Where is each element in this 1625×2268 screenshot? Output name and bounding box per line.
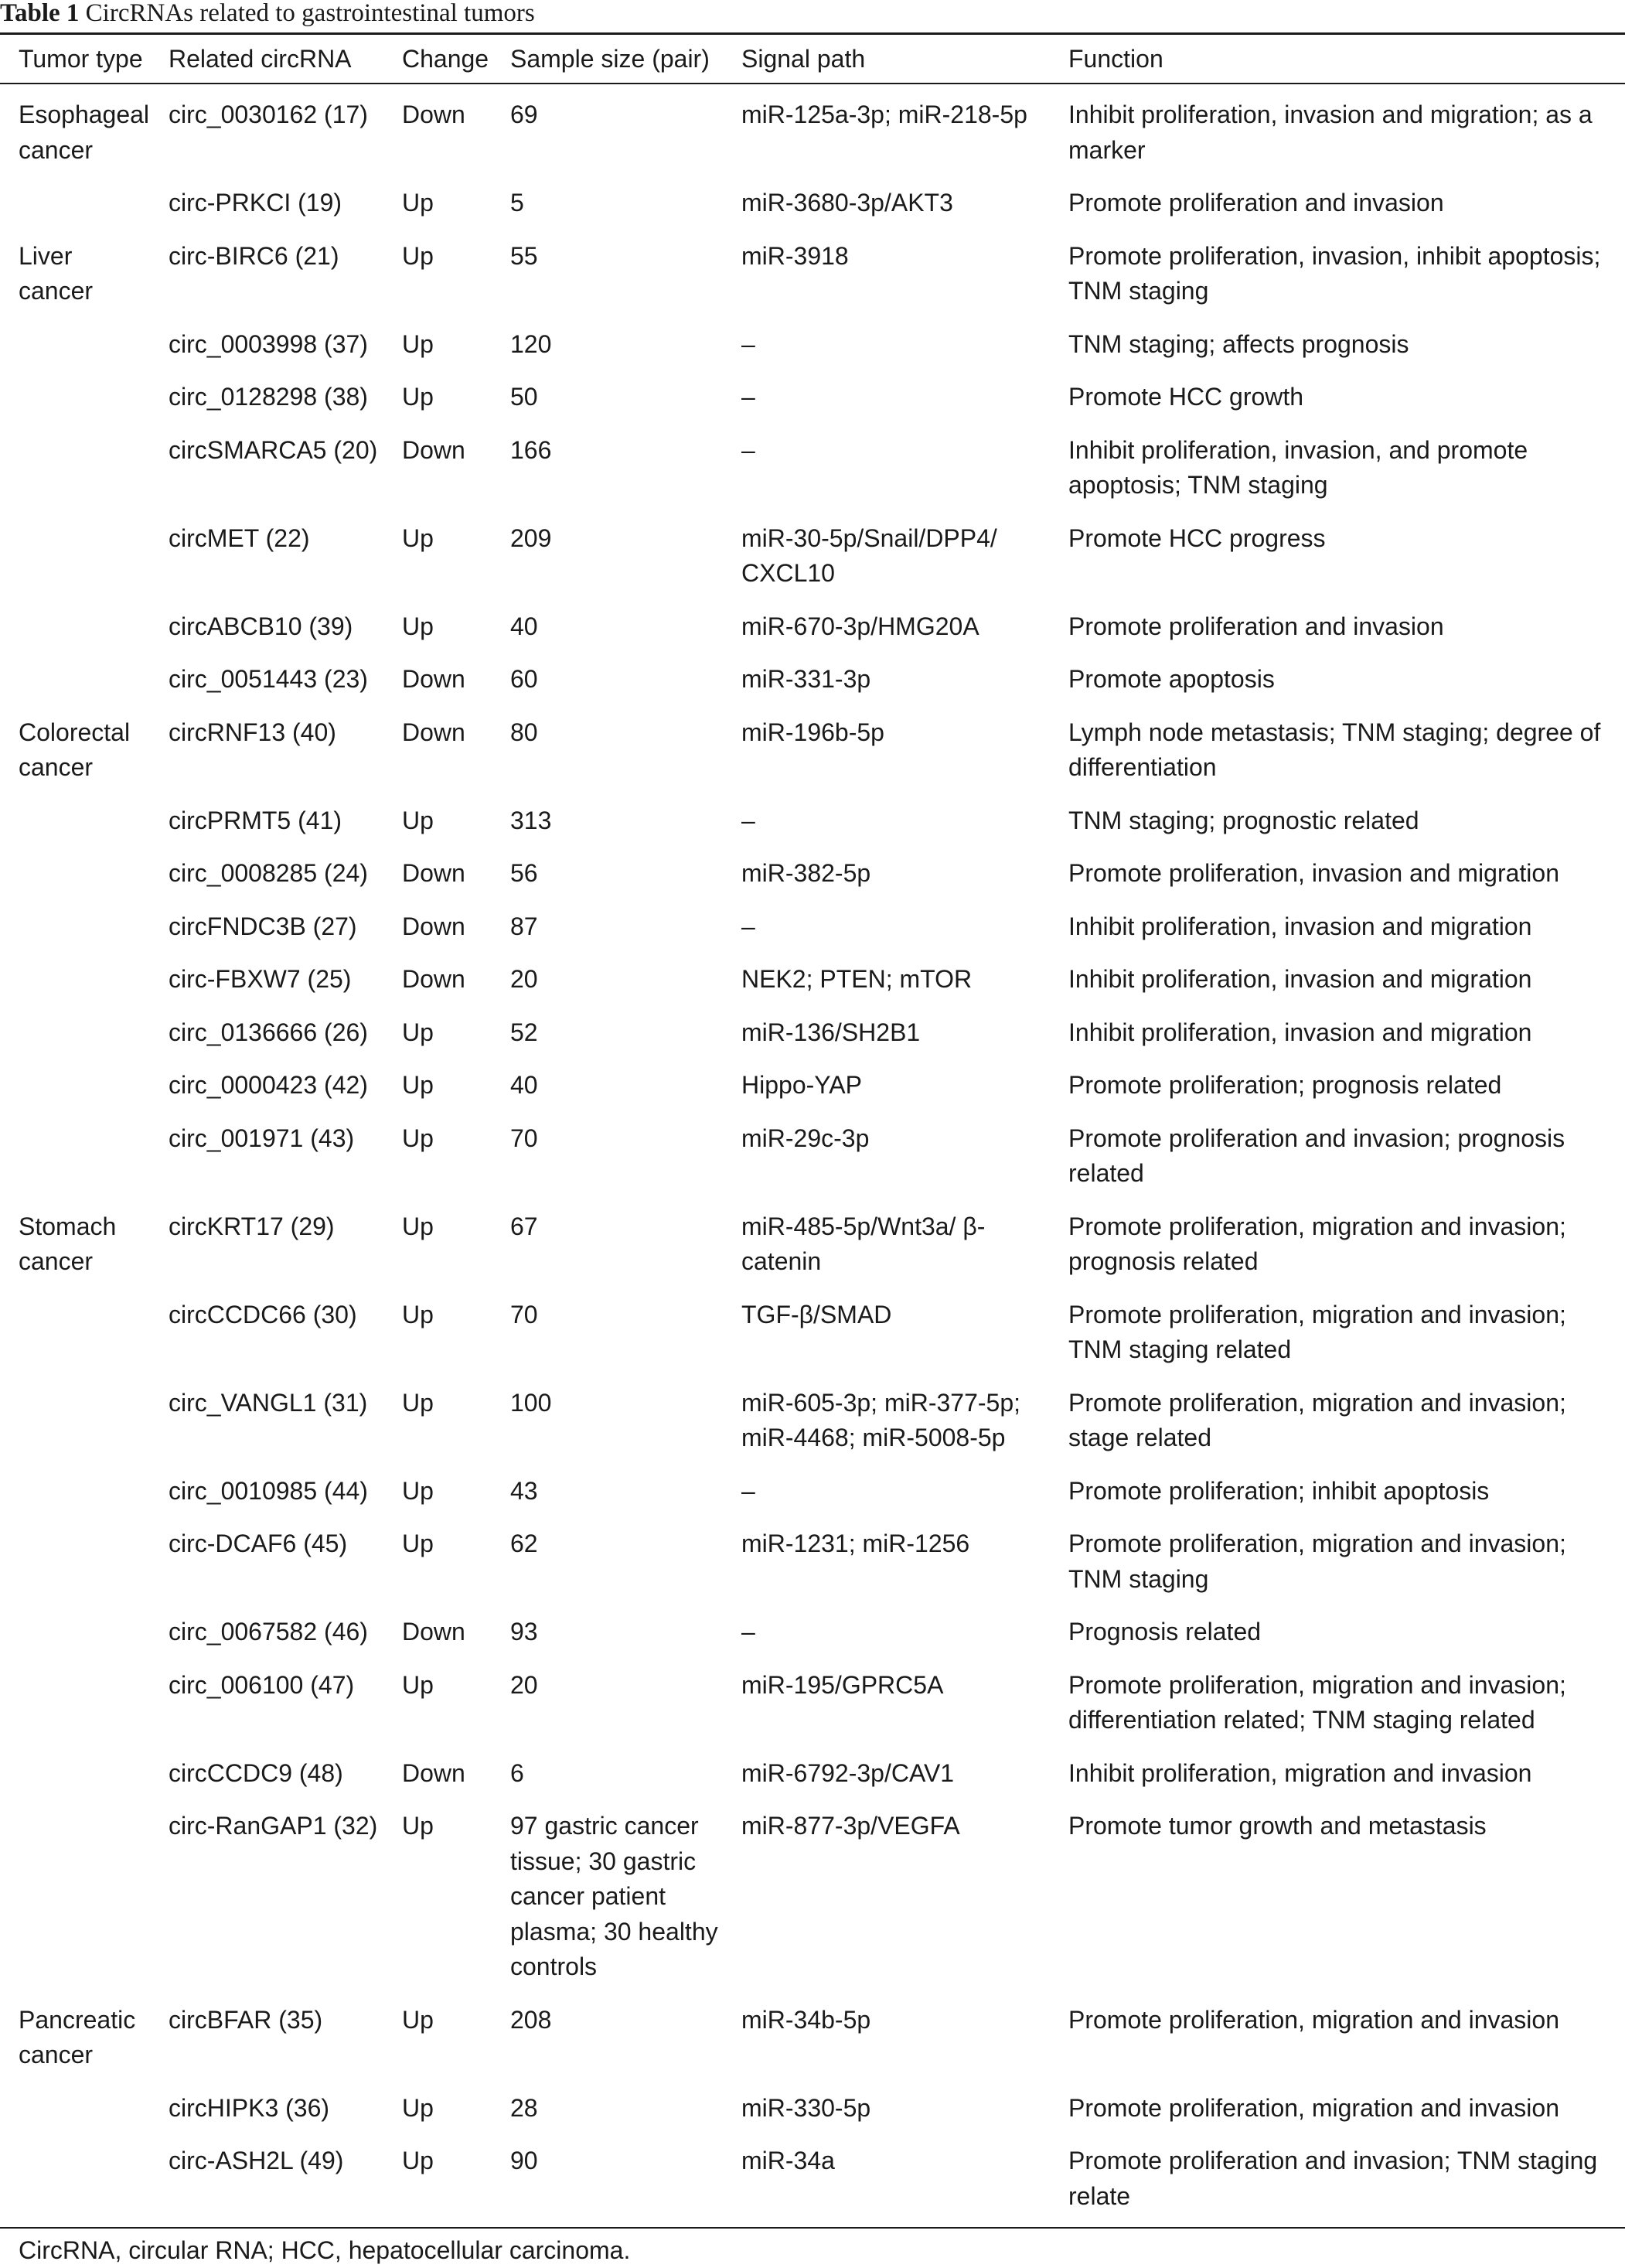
cell-function: TNM staging; prognostic related [1068,806,1419,834]
table-label: Table 1 [0,0,80,27]
cell-function: Promote proliferation; prognosis related [1068,1071,1502,1099]
table-row [0,2144,1625,2223]
table-row [0,186,1625,239]
cell-change: Up [402,1476,434,1505]
header-function: Function [1068,44,1163,73]
cell-change: Down [402,665,465,693]
cell-function: TNM staging; affects prognosis [1068,329,1409,358]
cell-related-circrna: circ_006100 (47) [169,1670,355,1699]
cell-tumor-type [0,2091,150,2144]
cell-change: Up [402,612,434,640]
cell-function: Inhibit proliferation, invasion and migration [1068,1018,1532,1046]
cell-signal-path: miR-3680-3p/AKT3 [741,189,953,217]
cell-related-circrna: circPRMT5 (41) [169,806,342,834]
cell-tumor-type [0,1015,150,1069]
table-row [0,1668,1625,1756]
cell-sample-size: 40 [510,612,538,640]
header-row [0,36,1625,82]
cell-signal-path: – [741,383,755,411]
cell-tumor-type: Stomach cancer [19,1212,117,1275]
cell-function: Inhibit proliferation, invasion and migration [1068,912,1532,940]
table-row [0,1121,1625,1209]
cell-tumor-type: Liver cancer [19,241,94,305]
cell-tumor-type [0,1668,150,1756]
cell-change: Up [402,806,434,834]
cell-function: Promote apoptosis [1068,665,1275,693]
cell-function: Promote proliferation and invasion; TNM staging relate [1068,2147,1598,2210]
cell-function: Promote HCC progress [1068,524,1326,552]
cell-tumor-type [0,1809,150,2003]
cell-change: Up [402,1124,434,1152]
cell-signal-path: – [741,1618,755,1646]
table-row [0,715,1625,803]
cell-sample-size: 209 [510,524,552,552]
cell-sample-size: 55 [510,241,538,270]
cell-change: Up [402,2093,434,2122]
cell-tumor-type [0,1298,150,1386]
table-row [0,1756,1625,1809]
cell-sample-size: 87 [510,912,538,940]
cell-sample-size: 90 [510,2147,538,2174]
cell-signal-path: TGF-β/SMAD [741,1300,892,1328]
cell-signal-path: miR-136/SH2B1 [741,1018,921,1046]
cell-change: Down [402,1758,465,1787]
cell-tumor-type [0,186,150,239]
cell-function: Promote proliferation and invasion; prognosis related [1068,1124,1565,1187]
cell-tumor-type: Esophageal cancer [19,101,150,164]
header-related-circrna: Related circRNA [169,44,352,73]
cell-tumor-type [0,803,150,857]
cell-change: Up [402,2005,434,2034]
cell-change: Down [402,912,465,940]
cell-function: Promote proliferation and invasion [1068,612,1444,640]
cell-function: Promote proliferation, migration and invasion [1068,2005,1559,2034]
cell-change: Down [402,435,465,464]
table-row [0,662,1625,715]
cell-related-circrna: circCCDC66 (30) [169,1300,357,1328]
cell-sample-size: 6 [510,1758,524,1787]
table-row [0,521,1625,609]
table-footnote: CircRNA, circular RNA; HCC, hepatocellular carcinoma. [19,2236,631,2264]
cell-change: Up [402,2147,434,2174]
table-row [0,327,1625,380]
cell-change: Down [402,965,465,993]
cell-function: Promote proliferation, migration and invasion; TNM staging related [1068,1300,1566,1363]
cell-change: Up [402,329,434,358]
cell-signal-path: miR-605-3p; miR-377-5p; miR-4468; miR-5008-5p [741,1388,1021,1451]
cell-related-circrna: circ_0051443 (23) [169,665,368,693]
cell-signal-path: miR-3918 [741,241,849,270]
cell-change: Up [402,383,434,411]
cell-related-circrna: circRNF13 (40) [169,718,336,746]
cell-tumor-type [0,327,150,380]
cell-related-circrna: circ_VANGL1 (31) [169,1388,368,1417]
cell-function: Promote HCC growth [1068,383,1304,411]
cell-sample-size: 166 [510,435,552,464]
table-row [0,1298,1625,1386]
table-row [0,1386,1625,1474]
cell-related-circrna: circ-FBXW7 (25) [169,965,352,993]
table-row [0,433,1625,521]
cell-signal-path: – [741,912,755,940]
cell-tumor-type [0,1615,150,1668]
cell-sample-size: 52 [510,1018,538,1046]
cell-signal-path: – [741,329,755,358]
cell-sample-size: 43 [510,1476,538,1505]
table-row [0,380,1625,433]
table-row [0,82,1625,186]
cell-signal-path: miR-125a-3p; miR-218-5p [741,101,1027,128]
cell-change: Down [402,101,465,128]
cell-change: Up [402,1530,434,1557]
cell-signal-path: – [741,1476,755,1505]
cell-signal-path: miR-382-5p [741,859,871,887]
cell-function: Promote proliferation; inhibit apoptosis [1068,1476,1490,1505]
cell-signal-path: Hippo-YAP [741,1071,862,1099]
cell-tumor-type [0,1526,150,1615]
cell-related-circrna: circ-RanGAP1 (32) [169,1812,378,1840]
table-row [0,856,1625,909]
cell-tumor-type [0,1121,150,1209]
cell-related-circrna: circBFAR (35) [169,2005,323,2034]
cell-change: Down [402,718,465,746]
cell-sample-size: 67 [510,1212,538,1240]
cell-function: Promote proliferation, invasion, inhibit apoptosis; TNM staging [1068,241,1601,305]
cell-signal-path: miR-195/GPRC5A [741,1670,944,1699]
cell-tumor-type: Pancreatic cancer [19,2005,136,2068]
cell-tumor-type: Colorectal cancer [19,718,131,781]
cell-related-circrna: circCCDC9 (48) [169,1758,343,1787]
cell-sample-size: 97 gastric cancer tissue; 30 gastric cancer patient plasma; 30 healthy controls [510,1812,718,1980]
cell-change: Up [402,524,434,552]
cell-related-circrna: circ_0030162 (17) [169,101,368,128]
cell-sample-size: 20 [510,965,538,993]
cell-related-circrna: circ_0008285 (24) [169,859,368,887]
cell-tumor-type [0,1474,150,1527]
cell-signal-path: miR-330-5p [741,2093,871,2122]
cell-signal-path: miR-30-5p/Snail/DPP4/ CXCL10 [741,524,997,587]
cell-tumor-type [0,609,150,663]
cell-function: Promote tumor growth and metastasis [1068,1812,1487,1840]
cell-signal-path: miR-34a [741,2147,835,2174]
cell-sample-size: 70 [510,1124,538,1152]
table-row [0,909,1625,963]
cell-change: Down [402,859,465,887]
cell-change: Up [402,241,434,270]
cell-related-circrna: circ_0067582 (46) [169,1618,368,1646]
bottom-rule [0,2227,1625,2229]
cell-related-circrna: circ-ASH2L (49) [169,2147,344,2174]
circrna-table [0,36,1625,2223]
cell-signal-path: miR-29c-3p [741,1124,870,1152]
cell-signal-path: miR-485-5p/Wnt3a/ β-catenin [741,1212,986,1275]
cell-sample-size: 100 [510,1388,552,1417]
cell-signal-path: miR-670-3p/HMG20A [741,612,979,640]
cell-sample-size: 56 [510,859,538,887]
cell-sample-size: 5 [510,189,524,217]
cell-sample-size: 28 [510,2093,538,2122]
table-caption [0,0,535,29]
cell-sample-size: 93 [510,1618,538,1646]
cell-change: Up [402,189,434,217]
table-row [0,1474,1625,1527]
cell-sample-size: 69 [510,101,538,128]
cell-related-circrna: circ-DCAF6 (45) [169,1530,348,1557]
table-row [0,2091,1625,2144]
cell-sample-size: 80 [510,718,538,746]
cell-change: Up [402,1300,434,1328]
cell-function: Lymph node metastasis; TNM staging; degree of differentiation [1068,718,1601,781]
cell-function: Inhibit proliferation, invasion and migration; as a marker [1068,101,1593,164]
cell-function: Promote proliferation, migration and invasion [1068,2093,1559,2122]
cell-signal-path: NEK2; PTEN; mTOR [741,965,973,993]
cell-related-circrna: circ_0128298 (38) [169,383,368,411]
cell-change: Up [402,1812,434,1840]
cell-signal-path: miR-877-3p/VEGFA [741,1812,960,1840]
cell-related-circrna: circ_0136666 (26) [169,1018,368,1046]
cell-related-circrna: circ_0000423 (42) [169,1071,368,1099]
header-change: Change [402,44,489,73]
top-rule [0,32,1625,35]
cell-tumor-type [0,1386,150,1474]
cell-tumor-type [0,521,150,609]
cell-related-circrna: circSMARCA5 (20) [169,435,378,464]
table-row [0,609,1625,663]
cell-tumor-type [0,856,150,909]
cell-function: Inhibit proliferation, invasion, and promote apoptosis; TNM staging [1068,435,1528,499]
table-row [0,803,1625,857]
cell-signal-path: – [741,435,755,464]
cell-related-circrna: circ_001971 (43) [169,1124,355,1152]
cell-function: Promote proliferation, migration and invasion; TNM staging [1068,1530,1566,1593]
cell-related-circrna: circFNDC3B (27) [169,912,357,940]
cell-sample-size: 62 [510,1530,538,1557]
cell-function: Inhibit proliferation, invasion and migration [1068,965,1532,993]
cell-sample-size: 40 [510,1071,538,1099]
cell-sample-size: 60 [510,665,538,693]
cell-change: Up [402,1071,434,1099]
table-row [0,1209,1625,1298]
table-title: CircRNAs related to gastrointestinal tumors [85,0,535,27]
table-row [0,962,1625,1015]
cell-tumor-type [0,909,150,963]
cell-function: Promote proliferation, migration and invasion; prognosis related [1068,1212,1566,1275]
cell-function: Promote proliferation and invasion [1068,189,1444,217]
cell-tumor-type [0,1068,150,1121]
cell-signal-path: miR-196b-5p [741,718,884,746]
cell-change: Up [402,1670,434,1699]
cell-tumor-type [0,662,150,715]
cell-signal-path: miR-6792-3p/CAV1 [741,1758,955,1787]
cell-change: Up [402,1388,434,1417]
cell-sample-size: 50 [510,383,538,411]
cell-related-circrna: circMET (22) [169,524,310,552]
cell-sample-size: 20 [510,1670,538,1699]
table-row [0,1809,1625,2003]
cell-change: Up [402,1018,434,1046]
cell-change: Up [402,1212,434,1240]
table-row [0,1068,1625,1121]
cell-function: Prognosis related [1068,1618,1262,1646]
cell-related-circrna: circ-BIRC6 (21) [169,241,339,270]
cell-tumor-type [0,433,150,521]
cell-change: Down [402,1618,465,1646]
table-row [0,1526,1625,1615]
cell-related-circrna: circ-PRKCI (19) [169,189,342,217]
table-row [0,1615,1625,1668]
cell-tumor-type [0,962,150,1015]
header-tumor-type: Tumor type [19,44,143,73]
header-signal-path: Signal path [741,44,866,73]
cell-related-circrna: circ_0010985 (44) [169,1476,368,1505]
cell-tumor-type [0,2144,150,2223]
cell-tumor-type [0,380,150,433]
cell-sample-size: 208 [510,2005,552,2034]
cell-signal-path: miR-1231; miR-1256 [741,1530,970,1557]
cell-signal-path: – [741,806,755,834]
cell-related-circrna: circ_0003998 (37) [169,329,368,358]
table-body [0,82,1625,2223]
cell-function: Promote proliferation, invasion and migration [1068,859,1559,887]
cell-function: Promote proliferation, migration and invasion; stage related [1068,1388,1566,1451]
cell-signal-path: miR-34b-5p [741,2005,871,2034]
cell-related-circrna: circABCB10 (39) [169,612,353,640]
cell-function: Promote proliferation, migration and invasion; differentiation related; TNM staging related [1068,1670,1566,1734]
table-row [0,2003,1625,2091]
cell-function: Inhibit proliferation, migration and invasion [1068,1758,1532,1787]
cell-sample-size: 120 [510,329,552,358]
header-sample-size: Sample size (pair) [510,44,710,73]
cell-sample-size: 70 [510,1300,538,1328]
table-row [0,1015,1625,1069]
table-row [0,239,1625,327]
cell-sample-size: 313 [510,806,552,834]
cell-related-circrna: circHIPK3 (36) [169,2093,330,2122]
cell-related-circrna: circKRT17 (29) [169,1212,335,1240]
cell-signal-path: miR-331-3p [741,665,871,693]
cell-tumor-type [0,1756,150,1809]
